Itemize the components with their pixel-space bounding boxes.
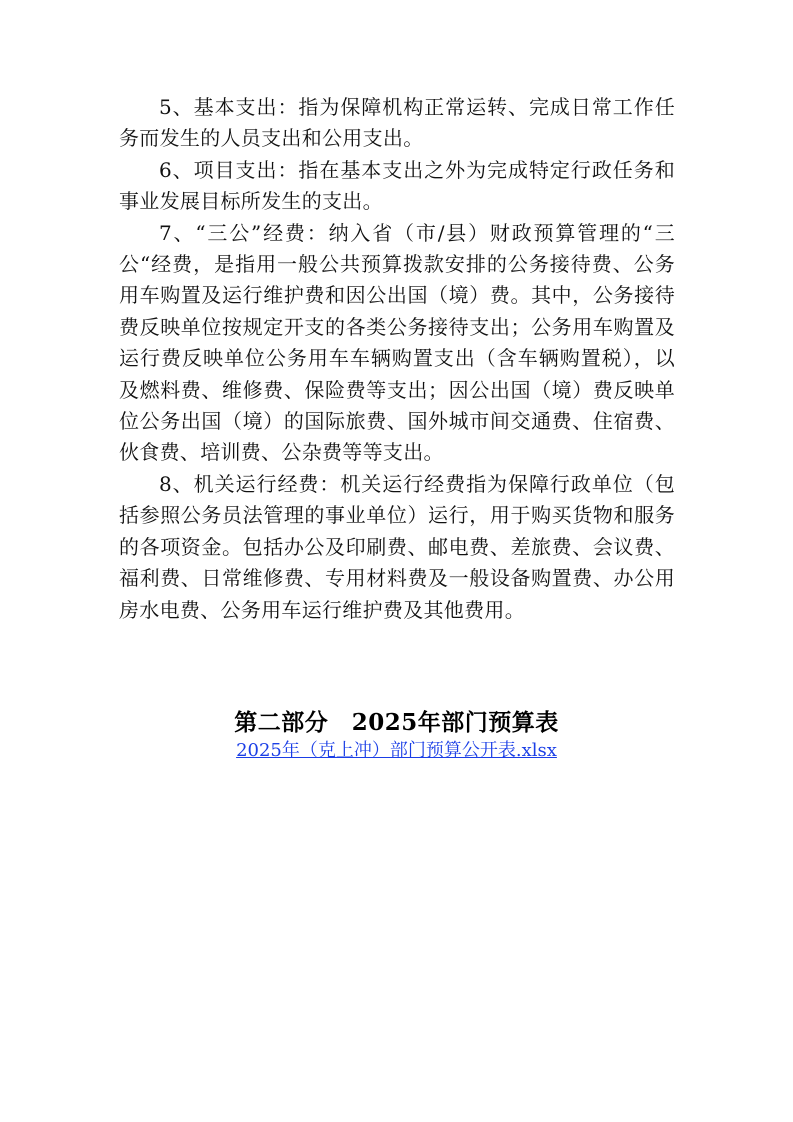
paragraph-basic-expenditure: 5、基本支出：指为保障机构正常运转、完成日常工作任务而发生的人员支出和公用支出。 bbox=[119, 95, 675, 151]
body-text bbox=[119, 92, 675, 626]
attachment-link-container bbox=[0, 739, 793, 763]
section-title: 第二部分 2025年部门预算表 bbox=[234, 709, 559, 736]
paragraph-operating-expenses: 8、机关运行经费：机关运行经费指为保障行政单位（包括参照公务员法管理的事业单位）运行，用于购买货物和服务的各项资金。包括办公及印刷费、邮电费、差旅费、会议费、福利费、日常维修费、专用材料费及一般设备购置费、办公用房水电费、公务用车运行维护费及其他费用。 bbox=[119, 471, 675, 622]
paragraph-project-expenditure: 6、项目支出：指在基本支出之外为完成特定行政任务和事业发展目标所发生的支出。 bbox=[119, 157, 675, 214]
paragraph-three-public-expenses: 7、“三公”经费：纳入省（市/县）财政预算管理的“三公“经费，是指用一般公共预算拨款安排的公务接待费、公务用车购置及运行维护费和因公出国（境）费。其中，公务接待费反映单位按规定开支的各类公务接待支出；公务用车购置及运行费反映单位公务用车车辆购置支出（含车辆购置税），以及燃料费、维修费、保险费等支出；因公出国（境）费反映单位公务出国（境）的国际旅费、国外城市间交通费、住宿费、伙食费、培训费、公杂费等等支出。 bbox=[119, 220, 675, 465]
attachment-link[interactable]: 2025年（克上冲）部门预算公开表.xlsx bbox=[236, 740, 557, 761]
